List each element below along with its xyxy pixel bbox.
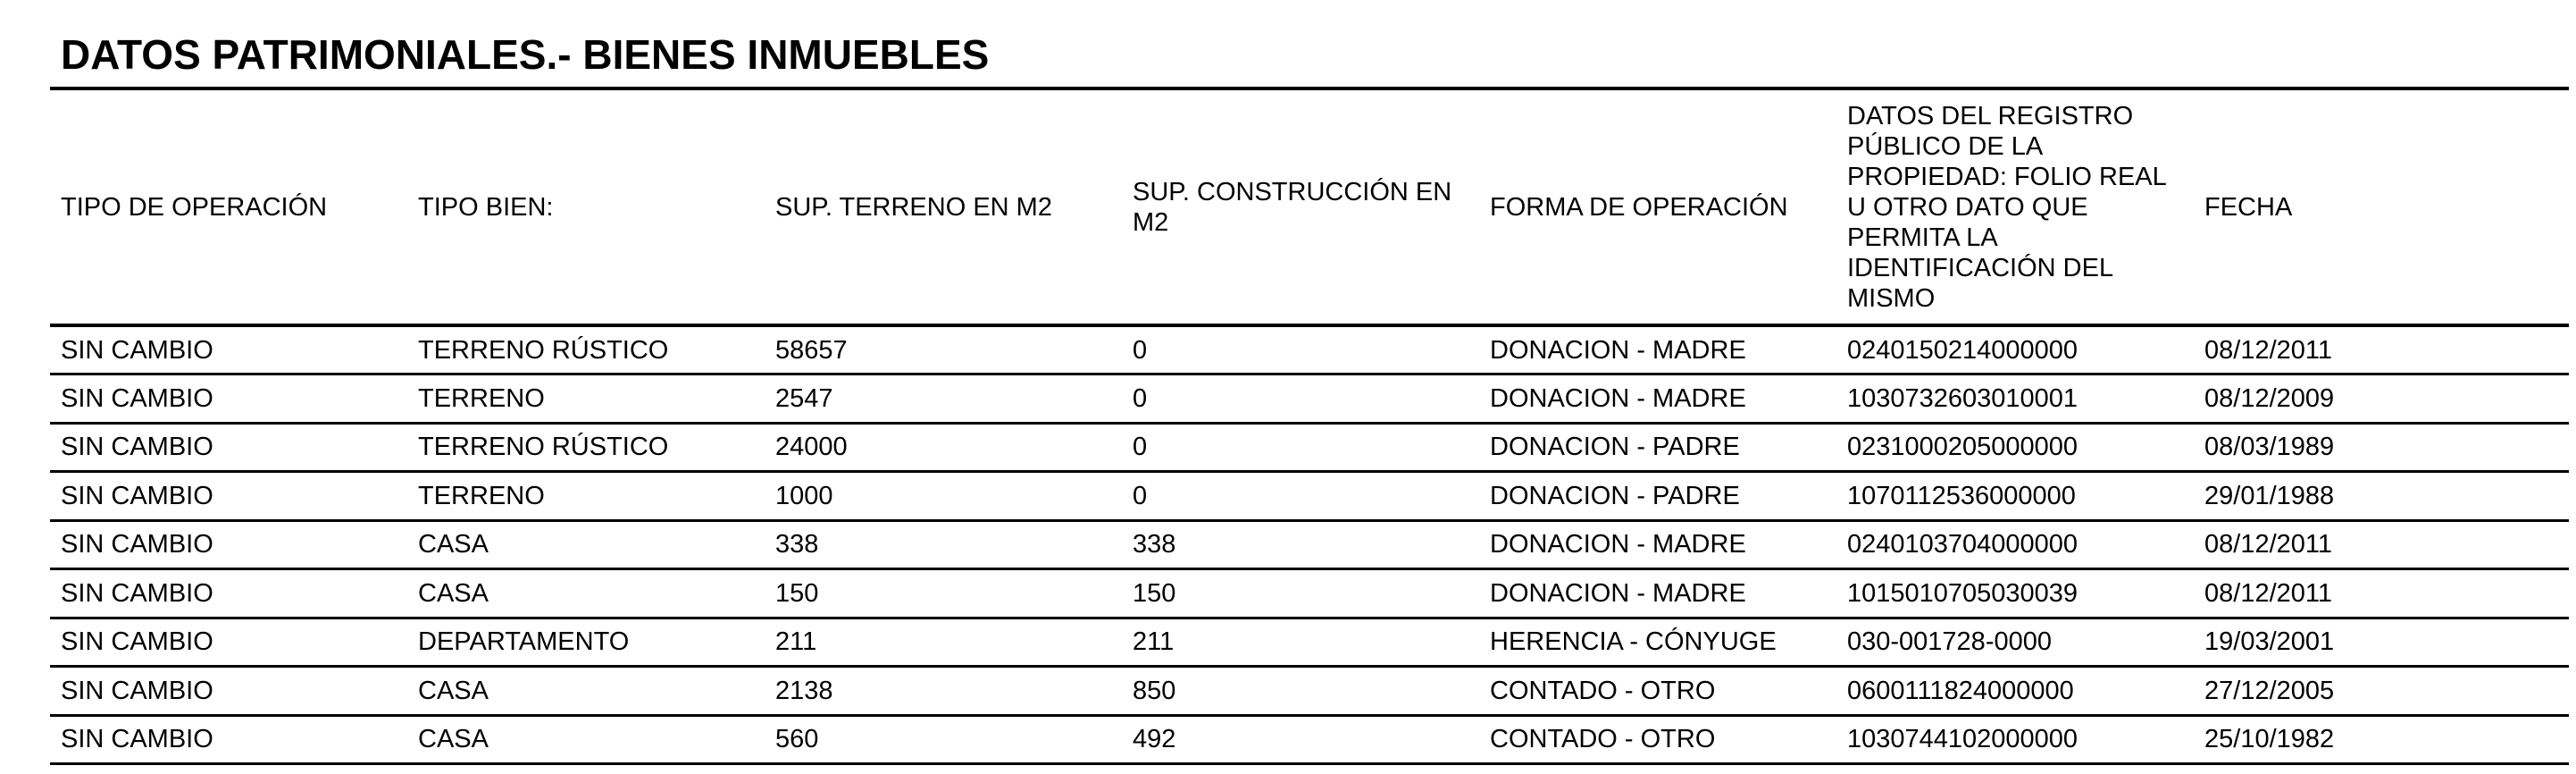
cell-fecha: 29/01/1988 [2204,481,2335,510]
cell-registro-publico: 1030732603010001 [1847,383,2078,413]
cell-tipo-operacion: SIN CAMBIO [61,725,213,754]
cell-tipo-operacion: SIN CAMBIO [61,676,213,705]
cell-fecha: 08/12/2011 [2204,335,2332,365]
cell-fecha: 08/12/2011 [2204,578,2332,608]
cell-forma-operacion: CONTADO - OTRO [1490,676,1716,705]
cell-fecha: 19/03/2001 [2204,627,2335,657]
header-tipo-bien: TIPO BIEN: [418,192,554,222]
cell-registro-publico: 1070112536000000 [1847,481,2076,510]
cell-tipo-bien: CASA [418,530,489,559]
cell-tipo-operacion: SIN CAMBIO [61,578,213,608]
cell-sup-construccion: 0 [1133,481,1148,510]
table-row [50,374,2569,424]
cell-forma-operacion: DONACION - MADRE [1490,335,1746,365]
cell-sup-construccion: 492 [1133,725,1176,754]
table-body [50,325,2569,764]
cell-registro-publico: 1030744102000000 [1847,725,2078,754]
table-row [50,618,2569,667]
cell-forma-operacion: DONACION - MADRE [1490,578,1746,608]
cell-tipo-operacion: SIN CAMBIO [61,627,213,657]
cell-tipo-operacion: SIN CAMBIO [61,433,213,462]
table-row [50,520,2569,569]
cell-fecha: 27/12/2005 [2204,676,2335,705]
cell-forma-operacion: DONACION - PADRE [1490,433,1740,462]
cell-fecha: 25/10/1982 [2204,725,2335,754]
cell-fecha: 08/03/1989 [2204,433,2335,462]
cell-tipo-operacion: SIN CAMBIO [61,335,213,365]
cell-registro-publico: 0600111824000000 [1847,676,2074,705]
table-row [50,715,2569,764]
table-row [50,472,2569,521]
cell-fecha: 08/12/2009 [2204,383,2335,413]
cell-sup-terreno: 150 [775,578,819,608]
cell-sup-construccion: 850 [1133,676,1176,705]
cell-tipo-bien: TERRENO [418,383,545,413]
cell-registro-publico: 030-001728-0000 [1847,627,2052,657]
table-row [50,667,2569,716]
cell-tipo-bien: TERRENO RÚSTICO [418,433,669,462]
cell-sup-terreno: 58657 [775,335,848,365]
header-sup-construccion: SUP. CONSTRUCCIÓN EN M2 [1133,177,1452,237]
cell-sup-construccion: 211 [1133,627,1175,657]
cell-tipo-operacion: SIN CAMBIO [61,383,213,413]
cell-tipo-bien: CASA [418,676,489,705]
header-row [50,88,2569,325]
cell-registro-publico: 0240150214000000 [1847,335,2078,365]
cell-sup-terreno: 2547 [775,383,833,413]
cell-sup-construccion: 0 [1133,433,1148,462]
cell-sup-terreno: 560 [775,725,819,754]
cell-sup-construccion: 0 [1133,383,1148,413]
cell-tipo-bien: DEPARTAMENTO [418,627,630,657]
header-forma-operacion: FORMA DE OPERACIÓN [1490,192,1788,222]
table-row [50,569,2569,618]
properties-table [50,87,2569,765]
header-fecha: FECHA [2204,192,2293,222]
cell-sup-terreno: 24000 [775,433,848,462]
cell-forma-operacion: DONACION - MADRE [1490,530,1746,559]
cell-tipo-bien: TERRENO RÚSTICO [418,335,669,365]
table-row [50,325,2569,374]
table-header [50,88,2569,325]
cell-sup-terreno: 211 [775,627,817,657]
cell-sup-terreno: 1000 [775,481,833,510]
header-tipo-operacion: TIPO DE OPERACIÓN [61,192,328,222]
cell-sup-terreno: 338 [775,530,819,559]
cell-sup-construccion: 338 [1133,530,1176,559]
section-title: DATOS PATRIMONIALES.- BIENES INMUEBLES [61,31,990,78]
cell-tipo-operacion: SIN CAMBIO [61,481,213,510]
cell-forma-operacion: CONTADO - OTRO [1490,725,1716,754]
cell-forma-operacion: HERENCIA - CÓNYUGE [1490,627,1777,657]
cell-sup-terreno: 2138 [775,676,833,705]
cell-fecha: 08/12/2011 [2204,530,2332,559]
cell-registro-publico: 1015010705030039 [1847,578,2078,608]
cell-tipo-bien: CASA [418,725,489,754]
header-registro-publico: DATOS DEL REGISTRO PÚBLICO DE LA PROPIEDAD: FOLIO REAL U OTRO DATO QUE PERMITA LA IDENTIFICACIÓN DEL MISMO [1847,101,2166,313]
table-row [50,423,2569,472]
cell-sup-construccion: 150 [1133,578,1176,608]
cell-registro-publico: 0231000205000000 [1847,433,2078,462]
cell-sup-construccion: 0 [1133,335,1148,365]
cell-registro-publico: 0240103704000000 [1847,530,2078,559]
header-sup-terreno: SUP. TERRENO EN M2 [775,192,1052,222]
cell-tipo-operacion: SIN CAMBIO [61,530,213,559]
cell-forma-operacion: DONACION - MADRE [1490,383,1746,413]
cell-tipo-bien: TERRENO [418,481,545,510]
cell-forma-operacion: DONACION - PADRE [1490,481,1740,510]
cell-tipo-bien: CASA [418,578,489,608]
